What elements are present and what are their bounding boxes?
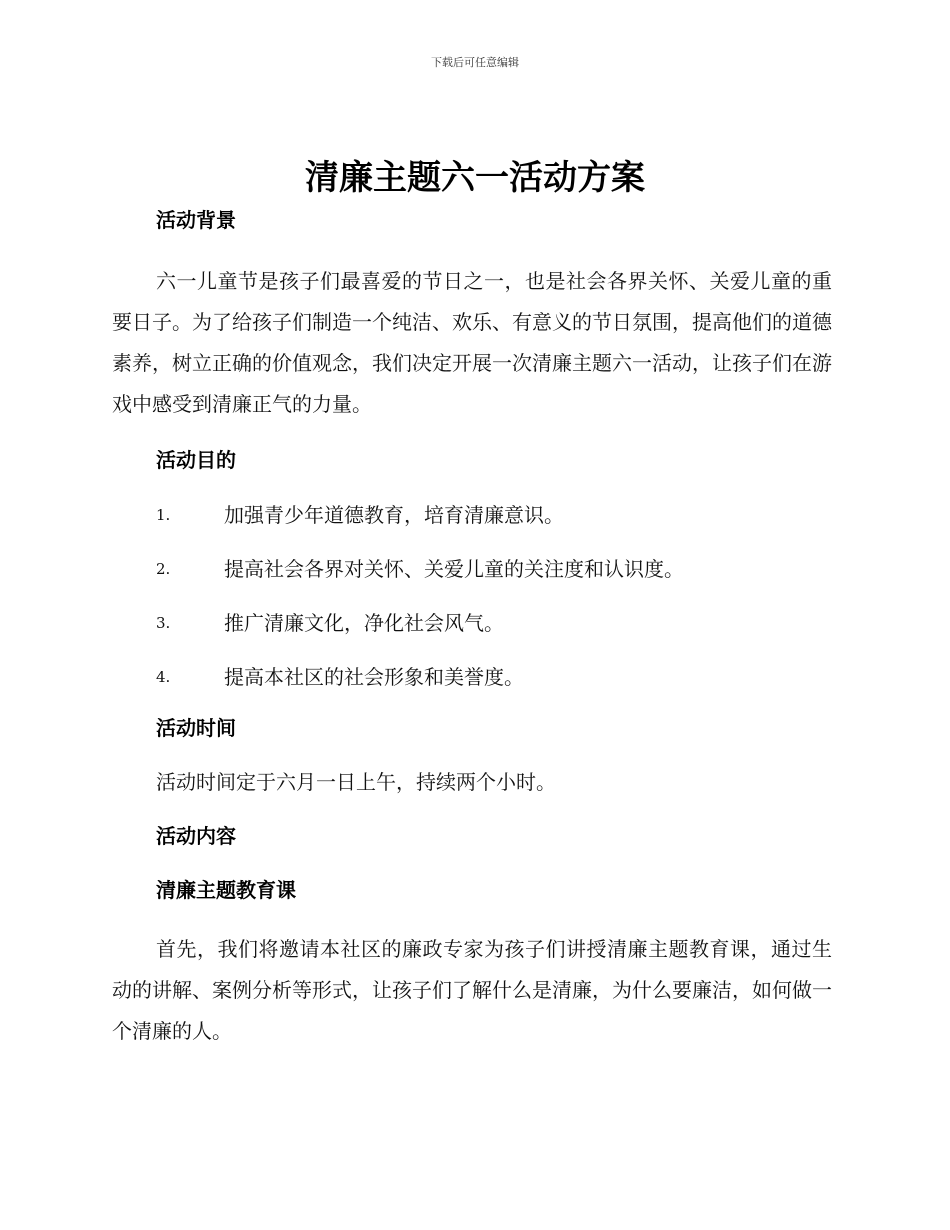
section-heading-purpose: 活动目的 [156, 448, 236, 472]
background-paragraph: 六一儿童节是孩子们最喜爱的节日之一，也是社会各界关怀、关爱儿童的重要日子。为了给孩子们制造一个纯洁、欢乐、有意义的节日氛围，提高他们的道德素养，树立正确的价值观念，我们决定开展一次清廉主题六一活动，让孩子们在游戏中感受到清廉正气的力量。 [112, 269, 832, 416]
page-header: 下载后可任意编辑 [431, 56, 519, 69]
list-number: 2. [156, 560, 171, 578]
list-number: 1. [156, 506, 171, 524]
list-text: 提高本社区的社会形象和美誉度。 [224, 665, 524, 689]
content-paragraph: 首先，我们将邀请本社区的廉政专家为孩子们讲授清廉主题教育课，通过生动的讲解、案例分析等形式，让孩子们了解什么是清廉，为什么要廉洁，如何做一个清廉的人。 [112, 937, 832, 1043]
list-item [112, 596, 832, 650]
list-text: 提高社会各界对关怀、关爱儿童的关注度和认识度。 [224, 557, 684, 581]
purpose-list [112, 488, 832, 704]
section-heading-background: 活动背景 [156, 208, 236, 232]
list-item [112, 542, 832, 596]
list-item [112, 488, 832, 542]
list-number: 4. [156, 668, 171, 686]
list-item [112, 650, 832, 704]
section-heading-content: 活动内容 [156, 824, 236, 848]
list-number: 3. [156, 614, 171, 632]
document-title: 清廉主题六一活动方案 [305, 158, 645, 198]
list-text: 加强青少年道德教育，培育清廉意识。 [224, 503, 564, 527]
document-body [112, 205, 832, 1052]
section-heading-time: 活动时间 [156, 716, 236, 740]
time-paragraph: 活动时间定于六月一日上午，持续两个小时。 [156, 770, 556, 794]
subheading-education-class: 清廉主题教育课 [156, 878, 296, 902]
list-text: 推广清廉文化，净化社会风气。 [224, 611, 504, 635]
